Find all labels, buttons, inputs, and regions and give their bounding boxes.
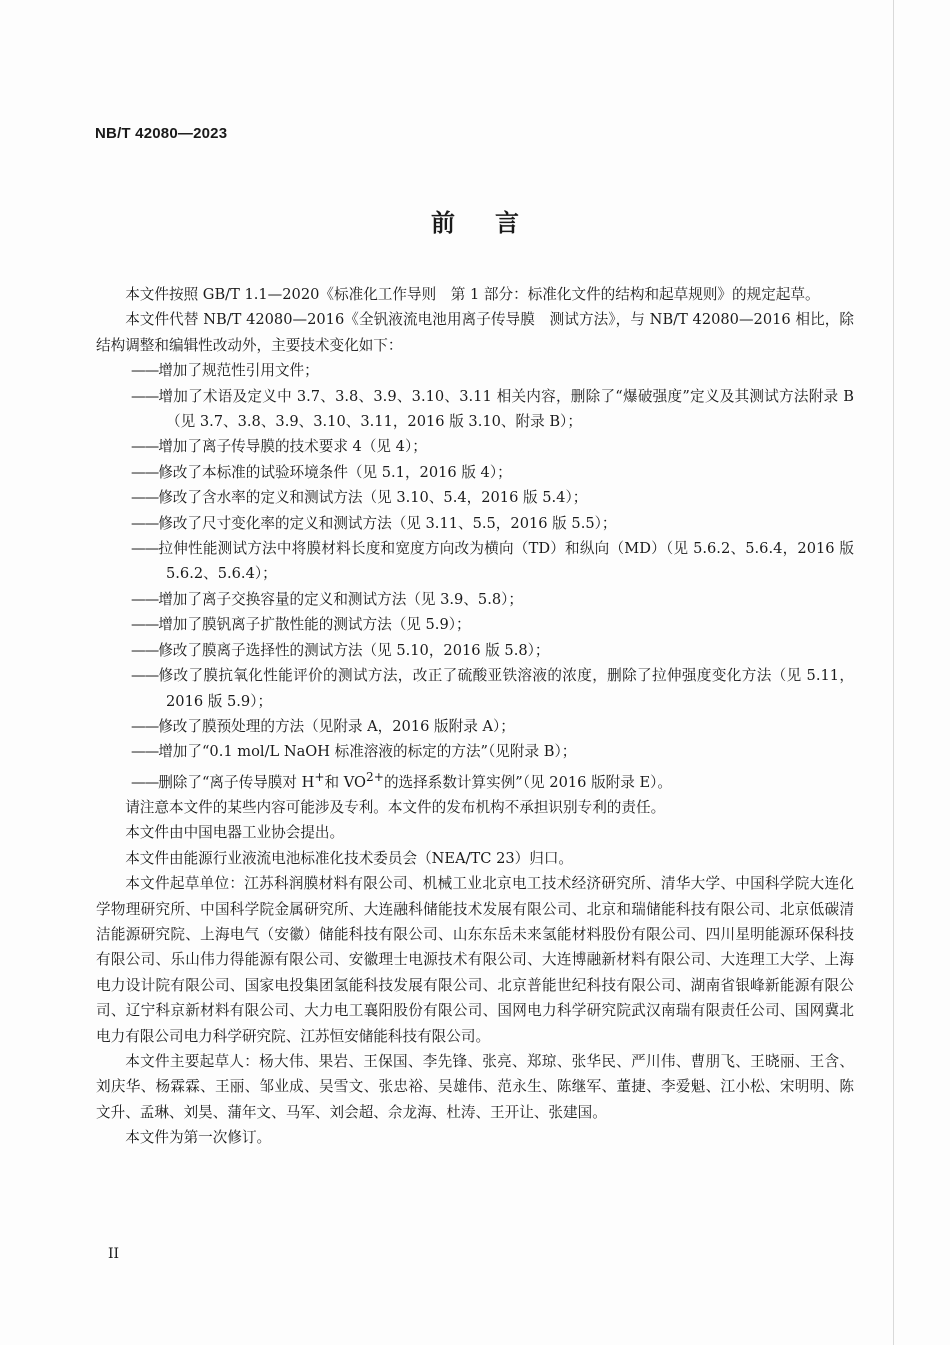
paragraph-drafting-rules: 本文件按照 GB/T 1.1—2020《标准化工作导则 第 1 部分：标准化文件的结构和起草规则》的规定起草。 xyxy=(125,286,820,303)
document-code: NB/T 42080—2023 xyxy=(95,125,228,142)
change-item: —— 修改了尺寸变化率的定义和测试方法（见 3.11、5.5，2016 版 5.5）； xyxy=(96,511,854,536)
superscript-plus: + xyxy=(314,769,325,784)
change-item: —— 增加了术语及定义中 3.7、3.8、3.9、3.10、3.11 相关内容，删除了“爆破强度”定义及其测试方法附录 B（见 3.7、3.8、3.9、3.10、3.11，2016 版 3.10、附录 B）； xyxy=(96,384,854,435)
change-item: —— 修改了含水率的定义和测试方法（见 3.10、5.4，2016 版 5.4）； xyxy=(96,485,854,510)
change-item: —— 增加了“0.1 mol/L NaOH 标准溶液的标定的方法”（见附录 B）； xyxy=(96,739,854,764)
page-edge-divider xyxy=(893,0,894,1345)
change-item: —— 增加了离子交换容量的定义和测试方法（见 3.9、5.8）； xyxy=(96,587,854,612)
superscript-two-plus: 2+ xyxy=(366,769,384,784)
change-item: —— 修改了本标准的试验环境条件（见 5.1，2016 版 4）； xyxy=(96,460,854,485)
change-item: —— 修改了膜离子选择性的测试方法（见 5.10，2016 版 5.8）； xyxy=(96,638,854,663)
paragraph-proposer: 本文件由中国电器工业协会提出。 xyxy=(125,824,345,842)
paragraph-centralized-unit: 本文件由能源行业液流电池标准化技术委员会（NEA/TC 23）归口。 xyxy=(125,849,574,867)
change-item: —— 增加了膜钒离子扩散性能的测试方法（见 5.9）； xyxy=(96,612,854,637)
page-title: 前言 xyxy=(431,209,559,237)
technical-changes-list xyxy=(96,358,854,795)
change-text-middle: 和 VO xyxy=(324,773,367,791)
change-item: —— 拉伸性能测试方法中将膜材料长度和宽度方向改为横向（TD）和纵向（MD）（见 5.6.2、5.6.4，2016 版 5.6.2、5.6.4）； xyxy=(96,536,854,587)
change-item: —— 修改了膜抗氧化性能评价的测试方法，改正了硫酸亚铁溶液的浓度，删除了拉伸强度变化方法（见 5.11，2016 版 5.9）； xyxy=(96,663,854,714)
paragraph-replacement: 本文件代替 NB/T 42080—2016《全钒液流电池用离子传导膜 测试方法》，与 NB/T 42080—2016 相比，除结构调整和编辑性改动外，主要技术变化如下： xyxy=(96,311,854,354)
change-text-suffix: 的选择系数计算实例”（见 2016 版附录 E）。 xyxy=(383,773,673,791)
paragraph-drafters: 本文件主要起草人：杨大伟、果岩、王保国、李先锋、张亮、郑琼、张华民、严川伟、曹朋飞、王晓丽、王含、刘庆华、杨霖霖、王丽、邹业成、吴雪文、张忠裕、吴雄伟、范永生、陈继军、董捷、李爱魁、江小松、宋明明、陈文升、孟琳、刘昊、蒲年文、马军、刘会超、佘龙海、杜涛、王开让、张建国。 xyxy=(96,1053,854,1121)
change-item-last xyxy=(96,765,854,795)
change-item: —— 增加了规范性引用文件； xyxy=(96,358,854,383)
paragraph-patent-notice: 请注意本文件的某些内容可能涉及专利。本文件的发布机构不承担识别专利的责任。 xyxy=(125,798,666,816)
page-number: II xyxy=(108,1246,120,1262)
change-text-prefix: 删除了“离子传导膜对 H xyxy=(158,773,315,791)
paragraph-drafting-units: 本文件起草单位：江苏科润膜材料有限公司、机械工业北京电工技术经济研究所、清华大学、中国科学院大连化学物理研究所、中国科学院金属研究所、大连融科储能技术发展有限公司、北京和瑞储能科技有限公司、北京低碳清洁能源研究院、上海电气（安徽）储能科技有限公司、山东东岳未来氢能材料股份有限公司、四川星明能源环保科技有限公司、乐山伟力得能源有限公司、安徽理士电源技术有限公司、大连博融新材料有限公司、大连理工大学、上海电力设计院有限公司、国家电投集团氢能科技发展有限公司、北京普能世纪科技有限公司、湖南省银峰新能源有限公司、辽宁科京新材料有限公司、大力电工襄阳股份有限公司、国网电力科学研究院武汉南瑞有限责任公司、国网冀北电力有限公司电力科学研究院、江苏恒安储能科技有限公司。 xyxy=(96,875,854,1045)
foreword-body xyxy=(96,282,854,1151)
paragraph-revision: 本文件为第一次修订。 xyxy=(125,1129,272,1147)
change-item: —— 增加了离子传导膜的技术要求 4（见 4）； xyxy=(96,434,854,459)
change-item: —— 修改了膜预处理的方法（见附录 A，2016 版附录 A）； xyxy=(96,714,854,739)
